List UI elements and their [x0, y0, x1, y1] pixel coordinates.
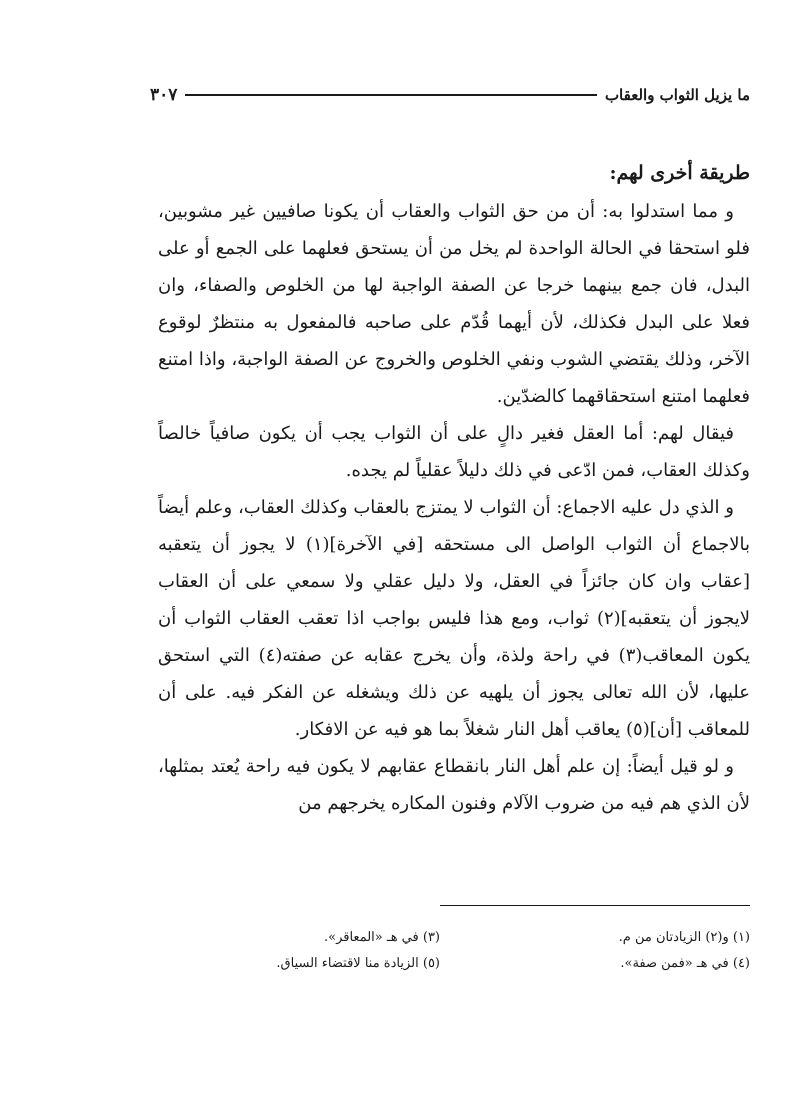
paragraph: و مما استدلوا به: أن من حق الثواب والعقاب أن يكونا صافيين غير مشوبين، فلو استحقا في الحالة الواحدة لم يخل من أن يستحق فعلهما على الجمع أو على البدل، فان جمع بينهما خرجا عن الصفة الواجبة لها من الخلوص والصفاء، وان فعلا على البدل فكذلك، لأن أيهما قُدّم على صاحبه فالمفعول به منتظرٌ لوقوع الآخر، وذلك يقتضي الشوب ونفي الخلوص والخروج عن الصفة الواجبة، واذا امتنع فعلهما امتنع استحقاقهما كالضدّين. — [158, 201, 750, 407]
footnote-row — [150, 951, 750, 977]
paragraph: فيقال لهم: أما العقل فغير دالٍ على أن الثواب يجب أن يكون صافياً خالصاً وكذلك العقاب، فمن ادّعى في ذلك دليلاً عقلياً لم يجده. — [158, 423, 750, 481]
running-header — [150, 80, 750, 110]
footnote: (٥) الزيادة منا لاقتضاء السياق. — [276, 956, 440, 971]
footnote: (٤) في هـ «فمن صفة». — [620, 956, 750, 971]
footnote-row — [150, 925, 750, 951]
footnote-rule — [440, 905, 750, 906]
footnotes — [150, 925, 750, 977]
paragraph: و الذي دل عليه الاجماع: أن الثواب لا يمتزج بالعقاب وكذلك العقاب، وعلم أيضاً بالاجماع أن الثواب الواصل الى مستحقه [في الآخرة](١) لا يجوز أن يتعقبه [عقاب وان كان جائزاً في العقل، ولا دليل عقلي ولا سمعي على أن العقاب لايجوز أن يتعقبه](٢) ثواب، ومع هذا فليس بواجب اذا تعقب العقاب الثواب أن يكون المعاقب(٣) في راحة ولذة، وأن يخرج عقابه عن صفته(٤) التي استحق عليها، لأن الله تعالى يجوز أن يلهيه عن ذلك ويشغله عن الفكر فيه. على أن للمعاقب [أن](٥) يعاقب أهل النار شغلاً بما هو فيه عن الافكار. — [158, 497, 751, 740]
main-text — [158, 153, 750, 822]
running-title: ما يزيل الثواب والعقاب — [604, 86, 750, 104]
footnote: (٣) في هـ «المعاقر». — [324, 930, 440, 945]
header-rule — [185, 94, 597, 96]
page-number: ٣٠٧ — [150, 85, 178, 105]
section-heading: طريقة أخرى لهم: — [609, 162, 750, 184]
paragraph: و لو قيل أيضاً: إن علم أهل النار بانقطاع عقابهم لا يكون فيه راحة يُعتد بمثلها، لأن الذي هم فيه من ضروب الآلام وفنون المكاره يخرجهم من — [158, 756, 750, 814]
footnote: (١) و(٢) الزيادتان من م. — [618, 930, 750, 945]
